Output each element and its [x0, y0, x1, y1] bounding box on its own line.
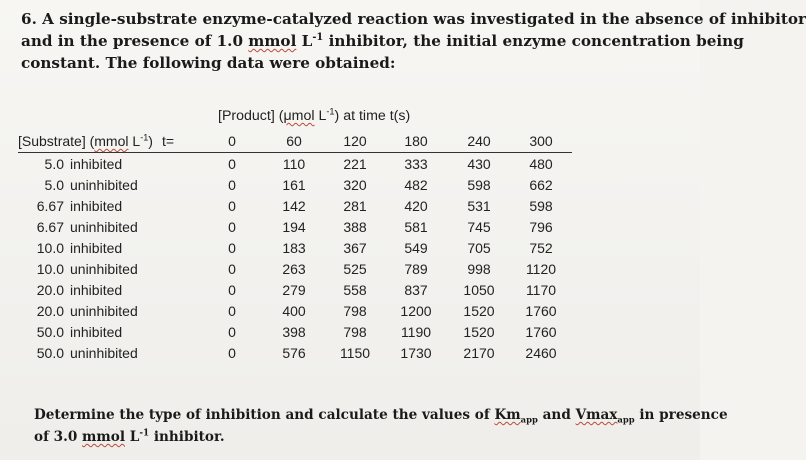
product-value: 221: [343, 155, 367, 172]
product-value: 798: [343, 302, 367, 319]
product-value: 1150: [339, 344, 371, 361]
table-row: [18, 300, 572, 321]
problem-line-2: and in the presence of 1.0 mmol $L^{-1}$ inhibitor, the initial enzyme concentration being: [21, 31, 744, 50]
spacer-cell: [162, 258, 202, 279]
product-value: 549: [404, 239, 428, 256]
condition-label: uninhibited: [70, 344, 138, 361]
product-value: 531: [467, 197, 491, 214]
condition-label: inhibited: [70, 197, 123, 214]
product-value: 581: [404, 218, 428, 235]
product-value: 279: [282, 281, 306, 298]
data-table: [18, 130, 572, 363]
product-value: 0: [228, 218, 236, 235]
spacer-cell: [162, 174, 202, 195]
time-header: 180: [384, 130, 448, 153]
substrate-concentration: 50.0: [36, 323, 64, 340]
unit-mmol: mmol: [82, 429, 126, 445]
substrate-concentration: 20.0: [36, 302, 64, 319]
problem-statement: [21, 8, 806, 74]
product-value: 598: [467, 176, 491, 193]
time-header: 240: [448, 130, 510, 153]
product-value: 998: [467, 260, 491, 277]
condition-label: uninhibited: [70, 260, 138, 277]
question-statement: [34, 404, 728, 448]
product-value: 705: [467, 239, 491, 256]
table-row: [18, 342, 572, 363]
substrate-column-header: [Substrate] (mmol $L^{-1}$): [18, 130, 162, 153]
condition-label: uninhibited: [70, 302, 138, 319]
substrate-concentration: 5.0: [44, 155, 64, 172]
product-value: 320: [343, 176, 367, 193]
table-row: [18, 237, 572, 258]
condition-label: inhibited: [70, 323, 123, 340]
substrate-concentration: 6.67: [36, 218, 64, 235]
product-value: 662: [529, 176, 553, 193]
vmax-app-term: Vmax$_{app}$: [575, 407, 635, 425]
condition-label: uninhibited: [70, 218, 138, 235]
product-value: 263: [282, 260, 306, 277]
product-value: 161: [282, 176, 306, 193]
table-row: [18, 279, 572, 300]
table-row: [18, 174, 572, 195]
product-value: 194: [282, 218, 306, 235]
spacer-cell: [162, 237, 202, 258]
product-value: 0: [228, 155, 236, 172]
product-value: 796: [529, 218, 553, 235]
problem-line-1: 6. A single-substrate enzyme-catalyzed reaction was investigated in the absence of inhibitor: [21, 10, 806, 28]
product-value: 0: [228, 239, 236, 256]
table-row: [18, 216, 572, 237]
question-line-2: of 3.0 mmol $L^{-1}$ inhibitor.: [34, 428, 225, 445]
product-value: 598: [529, 197, 553, 214]
product-value: 798: [343, 323, 367, 340]
condition-label: inhibited: [70, 281, 123, 298]
product-value: 789: [404, 260, 428, 277]
problem-line-3: constant. The following data were obtained:: [21, 54, 396, 72]
product-value: 0: [228, 176, 236, 193]
table-row: [18, 321, 572, 342]
substrate-concentration: 10.0: [36, 260, 64, 277]
product-value: 183: [282, 239, 306, 256]
product-value: 1760: [525, 323, 557, 340]
time-header: 300: [510, 130, 572, 153]
product-value: 0: [228, 302, 236, 319]
product-value: 367: [343, 239, 367, 256]
product-value: 1730: [400, 344, 432, 361]
condition-label: inhibited: [70, 155, 123, 172]
product-value: 0: [228, 260, 236, 277]
table-header-row: [18, 130, 572, 153]
product-value: 388: [343, 218, 367, 235]
substrate-concentration: 5.0: [44, 176, 64, 193]
product-value: 525: [343, 260, 367, 277]
km-app-term: $Km_{app}$: [494, 407, 538, 425]
product-value: 1520: [463, 323, 495, 340]
product-value: 1760: [525, 302, 557, 319]
product-value: 2460: [525, 344, 557, 361]
table-row: [18, 195, 572, 216]
unit-umol: μmol: [283, 108, 315, 124]
spacer-cell: [162, 300, 202, 321]
table-caption: [Product] (μmol $L^{-1}$) at time t(s): [218, 106, 411, 124]
product-value: 1190: [400, 323, 432, 340]
product-value: 400: [282, 302, 306, 319]
condition-label: uninhibited: [70, 176, 138, 193]
product-value: 420: [404, 197, 428, 214]
product-value: 110: [282, 155, 306, 172]
product-value: 142: [282, 197, 306, 214]
time-label: t=: [162, 130, 202, 153]
product-value: 482: [404, 176, 428, 193]
product-value: 430: [467, 155, 491, 172]
product-value: 1120: [525, 260, 557, 277]
substrate-concentration: 10.0: [36, 239, 64, 256]
table-row: [18, 258, 572, 279]
spacer-cell: [162, 153, 202, 175]
product-value: 480: [529, 155, 553, 172]
product-value: 0: [228, 323, 236, 340]
product-value: 1520: [463, 302, 495, 319]
product-value: 1170: [525, 281, 557, 298]
time-header: 60: [262, 130, 326, 153]
time-header: 0: [202, 130, 262, 153]
substrate-concentration: 20.0: [36, 281, 64, 298]
substrate-concentration: 50.0: [36, 344, 64, 361]
spacer-cell: [162, 321, 202, 342]
product-value: 576: [282, 344, 306, 361]
product-value: 2170: [463, 344, 495, 361]
product-value: 837: [404, 281, 428, 298]
product-value: 398: [282, 323, 306, 340]
product-value: 0: [228, 197, 236, 214]
substrate-concentration: 6.67: [36, 197, 64, 214]
product-value: 745: [467, 218, 491, 235]
table-row: [18, 153, 572, 175]
product-value: 1050: [463, 281, 495, 298]
product-value: 752: [529, 239, 553, 256]
spacer-cell: [162, 216, 202, 237]
question-line-1: Determine the type of inhibition and calculate the values of $Km_{app}$ and Vmax$_{app}$ in presence: [34, 407, 728, 425]
product-value: 0: [228, 281, 236, 298]
spacer-cell: [162, 279, 202, 300]
time-header: 120: [326, 130, 384, 153]
condition-label: inhibited: [70, 239, 123, 256]
product-value: 333: [404, 155, 428, 172]
product-value: 1200: [400, 302, 432, 319]
product-value: 0: [228, 344, 236, 361]
table-body: [18, 153, 572, 364]
unit-mmol: mmol: [248, 32, 297, 50]
product-value: 281: [343, 197, 367, 214]
spacer-cell: [162, 342, 202, 363]
spacer-cell: [162, 195, 202, 216]
product-value: 558: [343, 281, 367, 298]
